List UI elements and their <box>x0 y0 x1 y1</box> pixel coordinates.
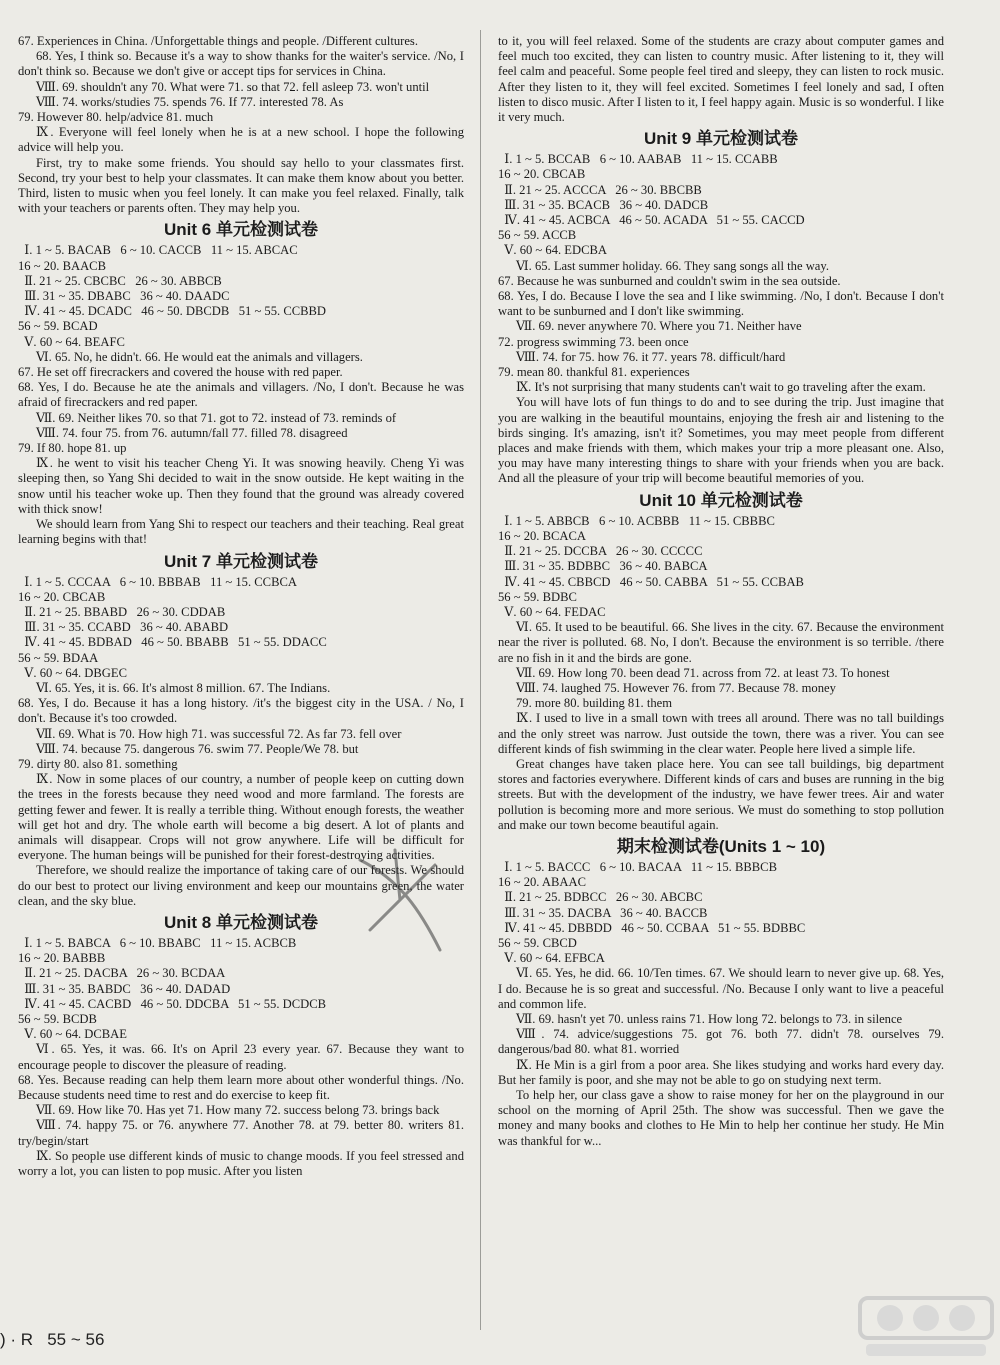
text-paragraph: Ⅵ. 65. Yes, it was. 66. It's on April 23 every year. 67. Because they want to encourage people to discover the pleasure of reading. <box>18 1042 464 1072</box>
answer-line: Ⅲ. 31 ~ 35. DACBA 36 ~ 40. BACCB <box>498 905 708 920</box>
answer-line: Ⅱ. 21 ~ 25. CBCBC 26 ~ 30. ABBCB <box>18 273 222 288</box>
answer-line: 56 ~ 59. BCDB <box>18 1011 97 1026</box>
text-paragraph: Ⅶ. 69. Neither likes 70. so that 71. got to 72. instead of 73. reminds of <box>36 410 397 425</box>
text-paragraph: Ⅸ. It's not surprising that many students can't wait to go traveling after the exam. <box>516 380 926 395</box>
answer-line: Ⅳ. 41 ~ 45. BDBAD 46 ~ 50. BBABB 51 ~ 55. DDACC <box>18 635 327 650</box>
left-column <box>18 34 464 1179</box>
text-paragraph: Ⅸ. Everyone will feel lonely when he is at a new school. I hope the following advice will help you. <box>18 125 464 155</box>
column-divider <box>480 30 481 1330</box>
text-paragraph: Ⅵ. 65. Yes, he did. 66. 10/Ten times. 67. We should learn to never give up. 68. Yes, I do. Because he is so great and successful. /No. Because I only want to live a peaceful and common life. <box>498 966 944 1011</box>
answer-line: Ⅴ. 60 ~ 64. DCBAE <box>18 1027 127 1042</box>
text-paragraph: Ⅸ. he went to visit his teacher Cheng Yi. It was snowing heavily. Cheng Yi was sleeping then, so Yang Shi decided to wait in the snow outside. He kept waiting in the snow until his teacher woke up. Then they found that the ground was already covered with thick snow! <box>18 456 464 516</box>
answer-line: Ⅰ. 1 ~ 5. BABCA 6 ~ 10. BBABC 11 ~ 15. ACBCB <box>18 935 297 950</box>
section-heading: Unit 10 单元检测试卷 <box>639 490 803 510</box>
text-paragraph: 67. Because he was sunburned and couldn't swim in the sea outside. <box>498 273 841 288</box>
answer-line: 56 ~ 59. CBCD <box>498 935 577 950</box>
text-paragraph: Ⅵ. 65. It used to be beautiful. 66. She lives in the city. 67. Because the environment near the river is polluted. 68. No, I don't. Because the environment is so terrible. /there are no fish in it and the birds are gone. <box>498 620 944 665</box>
answer-line: Ⅳ. 41 ~ 45. CBBCD 46 ~ 50. CABBA 51 ~ 55. CCBAB <box>498 574 804 589</box>
text-paragraph: Ⅷ. 74. because 75. dangerous 76. swim 77. People/We 78. but <box>36 741 359 756</box>
text-paragraph: Ⅸ. Now in some places of our country, a number of people keep on cutting down the trees in the forests because they need wood and more farmland. The forests are getting fewer and fewer. It is really a terrible thing. Without enough forests, the weather will get hot and dry. The whole earth will become a big desert. A lot of plants and animals will disappear. Crops will not grow anywhere. Life will be difficult for everyone. The human beings will be punished for their forest-destroying activities. <box>18 772 464 863</box>
text-paragraph: We should learn from Yang Shi to respect our teachers and their teaching. Real great learning begins with that! <box>18 517 464 547</box>
answer-line: Ⅲ. 31 ~ 35. BCACB 36 ~ 40. DADCB <box>498 197 709 212</box>
answer-line: 56 ~ 59. BDBC <box>498 589 577 604</box>
text-paragraph: 68. Yes, I do. Because I love the sea and I like swimming. /No, I don't. Because I don't want to be sunburned and I don't like swimming. <box>498 289 944 319</box>
answer-line: Ⅳ. 41 ~ 45. DBBDD 46 ~ 50. CCBAA 51 ~ 55. BDBBC <box>498 920 806 935</box>
section-heading: Unit 9 单元检测试卷 <box>644 129 798 149</box>
text-paragraph: Ⅷ. 74. works/studies 75. spends 76. If 77. interested 78. As <box>36 94 344 109</box>
answer-line: Ⅰ. 1 ~ 5. BACAB 6 ~ 10. CACCB 11 ~ 15. ABCAC <box>18 243 298 258</box>
answer-line: Ⅱ. 21 ~ 25. ACCCA 26 ~ 30. BBCBB <box>498 182 702 197</box>
answer-line: Ⅴ. 60 ~ 64. BEAFC <box>18 334 125 349</box>
text-paragraph: Ⅵ. 65. Yes, it is. 66. It's almost 8 million. 67. The Indians. <box>36 680 331 695</box>
answer-line: Ⅱ. 21 ~ 25. DACBA 26 ~ 30. BCDAA <box>18 966 226 981</box>
text-paragraph: Great changes have taken place here. You can see tall buildings, big department stores and factories everywhere. Different kinds of cars and buses are running in the big streets. But with the development of the industry, we have fewer trees. Air and water pollution is becoming more and more serious. We must do something to stop pollution and make our town become beautiful again. <box>498 756 944 832</box>
text-paragraph: Ⅶ. 69. How long 70. been dead 71. across from 72. at least 73. To honest <box>516 665 890 680</box>
text-paragraph: 67. Experiences in China. /Unforgettable things and people. /Different cultures. <box>18 34 418 48</box>
answer-line: Ⅴ. 60 ~ 64. FEDAC <box>498 604 606 619</box>
text-paragraph: 72. progress swimming 73. been once <box>498 334 689 349</box>
answer-line: 16 ~ 20. BABBB <box>18 951 106 966</box>
text-paragraph: To help her, our class gave a show to raise money for her on the playground in our school on the morning of April 25th. The show was successful. Then we gave the money and many books and clothes to He Min to help her continue her study. He Min was thankful for w... <box>498 1088 944 1148</box>
answer-line: Ⅲ. 31 ~ 35. BDBBC 36 ~ 40. BABCA <box>498 559 708 574</box>
answer-line: Ⅰ. 1 ~ 5. BACCC 6 ~ 10. BACAA 11 ~ 15. BBBCB <box>498 859 777 874</box>
answer-line: Ⅴ. 60 ~ 64. DBGEC <box>18 665 127 680</box>
text-paragraph: 68. Yes, I do. Because it has a long history. /it's the biggest city in the USA. / No, I don't. Because it's too crowded. <box>18 696 464 726</box>
text-paragraph: Ⅷ. 74. advice/suggestions 75. got 76. both 77. didn't 78. ourselves 79. dangerous/bad 80. what 81. worried <box>498 1027 944 1057</box>
answer-line: 16 ~ 20. CBCAB <box>18 589 106 604</box>
answer-line: 56 ~ 59. BCAD <box>18 319 98 334</box>
text-paragraph: Ⅷ. 69. shouldn't any 70. What were 71. so that 72. fell asleep 73. won't until <box>36 79 430 94</box>
answer-line: 16 ~ 20. ABAAC <box>498 875 586 890</box>
text-paragraph: 67. He set off firecrackers and covered the house with red paper. <box>18 365 343 380</box>
right-column <box>498 34 944 1149</box>
text-paragraph: Ⅷ. 74. four 75. from 76. autumn/fall 77. filled 78. disagreed <box>36 425 348 440</box>
answer-line: 16 ~ 20. CBCAB <box>498 167 586 182</box>
text-paragraph: You will have lots of fun things to do and to see during the trip. Just imagine that you are walking in the beautiful mountains, enjoying the fresh air and listening to the birds singing. It's amazing, isn't it? Sometimes, you may meet people from different places and make friends with them, which makes your trip a more pleasant one. Also, you may have many interesting things to share with your friends when you are back. And all the pleasure of your trip will become beautiful memories of you. <box>498 395 944 486</box>
answer-line: Ⅴ. 60 ~ 64. EFBCA <box>498 951 605 966</box>
text-paragraph: Ⅸ. He Min is a girl from a poor area. She likes studying and works hard every day. But her family is poor, and she may not be able to go on studying next term. <box>498 1057 944 1087</box>
answer-line: Ⅰ. 1 ~ 5. ABBCB 6 ~ 10. ACBBB 11 ~ 15. CBBBC <box>498 513 775 528</box>
text-paragraph: Ⅵ. 65. No, he didn't. 66. He would eat the animals and villagers. <box>36 349 363 364</box>
text-paragraph: Ⅶ. 69. hasn't yet 70. unless rains 71. How long 72. belongs to 73. in silence <box>516 1011 903 1026</box>
text-paragraph: First, try to make some friends. You should say hello to your classmates first. Second, try your best to help your classmates. It can make them know about you better. Third, listen to music when you feel lonely. It can make you feel relaxed. Finally, talk with your teachers or parents often. They may help you. <box>18 155 464 216</box>
answer-line: Ⅰ. 1 ~ 5. CCCAA 6 ~ 10. BBBAB 11 ~ 15. CCBCA <box>18 574 297 589</box>
answer-line: Ⅲ. 31 ~ 35. CCABD 36 ~ 40. ABABD <box>18 620 229 635</box>
text-paragraph: 79. However 80. help/advice 81. much <box>18 110 214 125</box>
answer-line: Ⅱ. 21 ~ 25. DCCBA 26 ~ 30. CCCCC <box>498 544 703 559</box>
text-paragraph: Ⅷ. 74. happy 75. or 76. anywhere 77. Another 78. at 79. better 80. writers 81. try/begin/start <box>18 1118 464 1148</box>
answer-line: Ⅱ. 21 ~ 25. BBABD 26 ~ 30. CDDAB <box>18 604 226 619</box>
text-paragraph: Ⅶ. 69. How like 70. Has yet 71. How many 72. success belong 73. brings back <box>36 1103 440 1118</box>
page-footer: ) · R 55 ~ 56 <box>0 1330 105 1349</box>
text-paragraph: 79. dirty 80. also 81. something <box>18 756 178 771</box>
text-paragraph: Therefore, we should realize the importance of taking care of our forests. We should do our best to protect our living environment and keep our mountains green, the water clean, and the sky blue. <box>18 863 464 908</box>
text-paragraph: Ⅵ. 65. Last summer holiday. 66. They sang songs all the way. <box>516 258 830 273</box>
text-paragraph: Ⅸ. I used to live in a small town with trees all around. There was no tall buildings and the only street was narrow. Just outside the town, there was a river. You can see different kinds of fish swimming in the clear water. People here lived a simple life. <box>498 711 944 756</box>
text-paragraph: Ⅷ. 74. laughed 75. However 76. from 77. Because 78. money <box>516 680 836 695</box>
answer-line: 56 ~ 59. BDAA <box>18 650 99 665</box>
text-paragraph: 79. more 80. building 81. them <box>516 696 673 711</box>
text-paragraph: 79. mean 80. thankful 81. experiences <box>498 365 690 380</box>
answer-line: 16 ~ 20. BCACA <box>498 528 586 543</box>
section-heading: Unit 8 单元检测试卷 <box>164 912 318 932</box>
answer-line: Ⅲ. 31 ~ 35. DBABC 36 ~ 40. DAADC <box>18 289 230 304</box>
section-heading: 期末检测试卷(Units 1 ~ 10) <box>616 836 826 856</box>
text-paragraph: Ⅶ. 69. What is 70. How high 71. was successful 72. As far 73. fell over <box>36 726 402 741</box>
answer-line: Ⅴ. 60 ~ 64. EDCBA <box>498 243 607 258</box>
answer-line: Ⅳ. 41 ~ 45. ACBCA 46 ~ 50. ACADA 51 ~ 55. CACCD <box>498 213 805 228</box>
answer-line: Ⅲ. 31 ~ 35. BABDC 36 ~ 40. DADAD <box>18 981 231 996</box>
answer-line: Ⅱ. 21 ~ 25. BDBCC 26 ~ 30. ABCBC <box>498 890 703 905</box>
text-paragraph: 68. Yes. Because reading can help them learn more about other wonderful things. /No. Because students need time to rest and do exercise to keep fit. <box>18 1072 464 1102</box>
text-paragraph: 68. Yes, I think so. Because it's a way to show thanks for the waiter's service. /No, I don't think so. Because we don't give or accept tips for services in China. <box>18 49 464 79</box>
text-paragraph: Ⅸ. So people use different kinds of music to change moods. If you feel stressed and worry a lot, you can listen to pop music. After you listen <box>18 1148 464 1179</box>
text-paragraph: 68. Yes, I do. Because he ate the animals and villagers. /No, I don't. Because he was afraid of firecrackers and red paper. <box>18 380 464 410</box>
text-paragraph: Ⅷ. 74. for 75. how 76. it 77. years 78. difficult/hard <box>516 349 786 364</box>
section-heading: Unit 6 单元检测试卷 <box>164 220 318 240</box>
answer-line: Ⅰ. 1 ~ 5. BCCAB 6 ~ 10. AABAB 11 ~ 15. CCABB <box>498 152 778 167</box>
section-heading: Unit 7 单元检测试卷 <box>164 551 318 571</box>
text-paragraph: to it, you will feel relaxed. Some of the students are crazy about computer games and feel much too excited, they can listen to country music. After listening to it, they will feel calm and peaceful. Some people feel tired and sleepy, they can listen to rock music. After they listen to it, they will feel excited. Sometimes I feel lonely and sad, I often listen to disco music. After I listen to it, I feel happy again. Music is so wonderful. I like it very much. <box>498 34 944 125</box>
text-paragraph: 79. If 80. hope 81. up <box>18 441 127 456</box>
answer-line: 16 ~ 20. BAACB <box>18 258 106 273</box>
site-watermark-logo-icon <box>856 1292 996 1362</box>
text-paragraph: Ⅶ. 69. never anywhere 70. Where you 71. Neither have <box>516 319 802 334</box>
answer-line: 56 ~ 59. ACCB <box>498 228 577 243</box>
handwritten-mark-icon <box>340 840 460 960</box>
answer-line: Ⅳ. 41 ~ 45. CACBD 46 ~ 50. DDCBA 51 ~ 55. DCDCB <box>18 996 327 1011</box>
answer-line: Ⅳ. 41 ~ 45. DCADC 46 ~ 50. DBCDB 51 ~ 55. CCBBD <box>18 304 327 319</box>
